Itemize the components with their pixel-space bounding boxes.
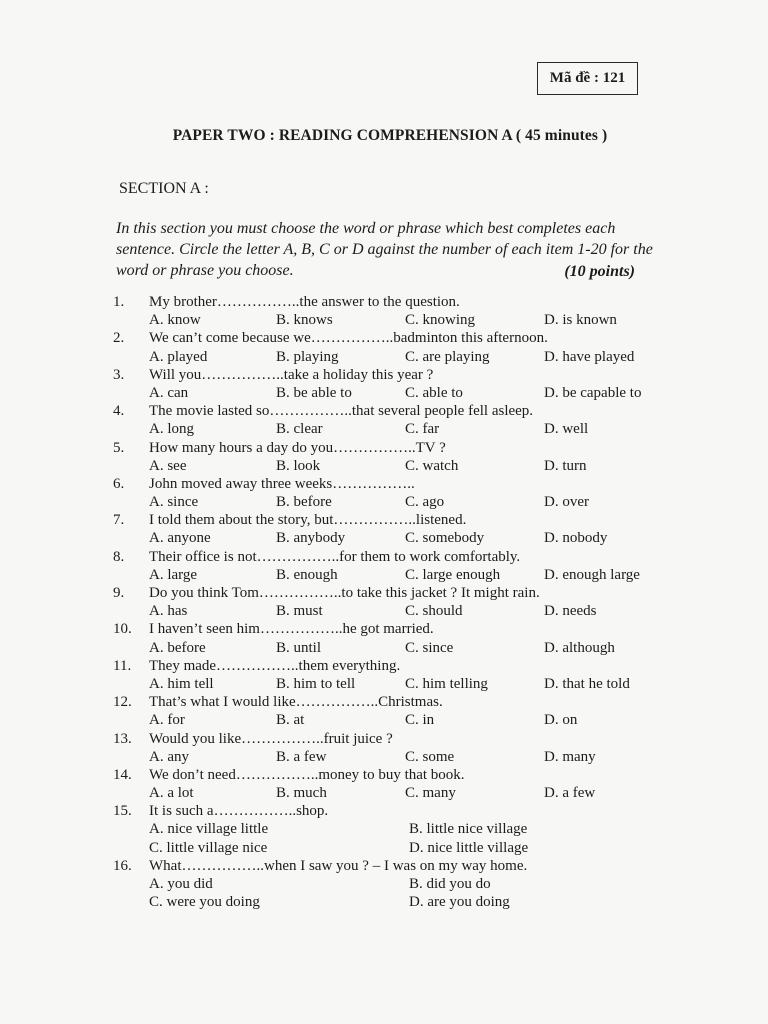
question-number: 3. [113,366,125,383]
question-stem: Will you……………..take a holiday this year ? [149,366,434,383]
options-row [113,493,673,511]
answer-option[interactable]: B. enough [276,566,338,583]
exam-code-box: Mã đề : 121 [537,62,638,95]
answer-option[interactable]: C. were you doing [149,894,260,911]
options-row [113,384,673,402]
answer-option[interactable]: C. knowing [405,312,476,329]
question-stem: It is such a……………..shop. [149,803,329,820]
answer-option[interactable]: A. see [149,457,187,474]
question-stem-row [113,693,673,711]
question-list [113,293,673,911]
question-stem: I told them about the story, but……………..listened. [149,512,467,529]
question-number: 7. [113,512,125,529]
answer-option[interactable]: D. enough large [544,566,640,583]
section-label: SECTION A : [119,180,209,197]
question-stem-row [113,657,673,675]
question-stem: How many hours a day do you……………..TV ? [149,439,446,456]
question-number: 5. [113,439,125,456]
answer-option[interactable]: D. is known [544,312,617,329]
question-number: 12. [113,694,132,711]
question-number: 15. [113,803,132,820]
question-number: 8. [113,548,125,565]
answer-option[interactable]: D. well [544,421,589,438]
question-stem-row [113,857,673,875]
question-stem: Do you think Tom……………..to take this jacket ? It might rain. [149,585,540,601]
options-row [113,311,673,329]
answer-option[interactable]: B. at [276,712,305,729]
question-stem-row [113,584,673,602]
answer-option[interactable]: B. look [276,457,321,474]
answer-option[interactable]: B. a few [276,748,327,765]
options-row [113,457,673,475]
answer-option[interactable]: D. on [544,712,578,729]
answer-option[interactable]: D. needs [544,603,597,620]
answer-option[interactable]: A. any [149,748,189,765]
question-stem: We can’t come because we……………..badminton this afternoon. [149,330,548,347]
question-stem: John moved away three weeks…………….. [149,475,415,492]
instructions-text: In this section you must choose the word or phrase which best completes each sentence. Circle the letter A, B, C or D against the number of each item 1-20 for the word or phrase you choose. [116,220,653,279]
answer-option[interactable]: A. nice village little [149,821,269,838]
answer-option[interactable]: C. watch [405,457,459,474]
answer-option[interactable]: D. be capable to [544,384,642,401]
question-number: 9. [113,585,125,601]
options-row [113,529,673,547]
answer-option[interactable]: D. nobody [544,530,608,547]
options-row [113,348,673,366]
answer-option[interactable]: A. can [149,384,189,401]
answer-option[interactable]: A. since [149,494,199,511]
question-stem: My brother……………..the answer to the question. [149,294,460,310]
answer-option[interactable]: C. in [405,712,435,729]
question-number: 16. [113,857,132,874]
answer-option[interactable]: C. able to [405,384,463,401]
question-stem: Would you like……………..fruit juice ? [149,730,393,747]
options-row [113,875,673,893]
answer-option[interactable]: B. until [276,639,322,656]
points-label: (10 points) [564,263,635,280]
answer-option[interactable]: B. be able to [276,384,352,401]
answer-option[interactable]: A. played [149,348,208,365]
question-stem-row [113,439,673,457]
question-stem: They made……………..them everything. [149,657,401,674]
question-number: 10. [113,621,132,638]
question-stem: That’s what I would like……………..Christmas. [149,694,443,711]
question-stem-row [113,511,673,529]
answer-option[interactable]: C. him telling [405,675,488,692]
answer-option[interactable]: D. have played [544,348,635,365]
answer-option[interactable]: B. before [276,494,332,511]
answer-option[interactable]: C. ago [405,494,445,511]
options-row [113,748,673,766]
question-stem-row [113,402,673,420]
answer-option[interactable]: A. long [149,421,194,438]
answer-option[interactable]: D. nice little village [409,839,529,856]
answer-option[interactable]: C. some [405,748,455,765]
answer-option[interactable]: D. a few [544,785,596,802]
options-row [113,420,673,438]
question-stem-row [113,293,673,311]
question-number: 13. [113,730,132,747]
question-stem-row [113,620,673,638]
answer-option[interactable]: C. many [405,785,456,802]
options-row [113,784,673,802]
answer-option[interactable]: C. large enough [405,566,501,583]
answer-option[interactable]: B. anybody [276,530,346,547]
answer-option[interactable]: D. over [544,494,589,511]
answer-option[interactable]: B. knows [276,312,333,329]
question-stem-row [113,329,673,347]
instructions [116,218,661,281]
answer-option[interactable]: A. know [149,312,201,329]
answer-option[interactable]: A. before [149,639,206,656]
options-row [113,893,673,911]
answer-option[interactable]: B. must [276,603,323,620]
question-stem: I haven’t seen him……………..he got married. [149,621,434,638]
options-row [113,839,673,857]
answer-option[interactable]: A. a lot [149,785,194,802]
answer-option[interactable]: A. you did [149,876,213,892]
answer-option[interactable]: C. are playing [405,348,490,365]
answer-option[interactable]: B. much [276,785,327,802]
answer-option[interactable]: B. clear [276,421,323,438]
options-row [113,711,673,729]
question-stem-row [113,475,673,493]
options-row [113,820,673,838]
answer-option[interactable]: C. far [405,421,440,438]
answer-option[interactable]: C. little village nice [149,839,268,856]
answer-option[interactable]: A. large [149,566,198,583]
answer-option[interactable]: C. somebody [405,530,485,547]
answer-option[interactable]: B. him to tell [276,675,356,692]
options-row [113,602,673,620]
question-number: 14. [113,766,132,783]
question-stem: The movie lasted so……………..that several people fell asleep. [149,403,534,420]
question-number: 1. [113,294,125,310]
question-stem-row [113,548,673,566]
question-stem-row [113,366,673,384]
question-stem-row [113,766,673,784]
answer-option[interactable]: B. playing [276,348,339,365]
answer-option[interactable]: D. are you doing [409,894,510,911]
question-number: 11. [113,657,132,674]
question-number: 2. [113,330,125,347]
answer-option[interactable]: C. should [405,603,463,620]
options-row [113,639,673,657]
question-number: 4. [113,403,125,420]
answer-option[interactable]: D. turn [544,457,587,474]
answer-option[interactable]: A. him tell [149,675,214,692]
page-title: PAPER TWO : READING COMPREHENSION A ( 45 minutes ) [172,127,608,144]
answer-option[interactable]: D. many [544,748,596,765]
answer-option[interactable]: D. that he told [544,675,630,692]
answer-option[interactable]: D. although [544,639,615,656]
question-stem: We don’t need……………..money to buy that book. [149,766,465,783]
question-stem: What……………..when I saw you ? – I was on my way home. [149,857,528,874]
answer-option[interactable]: A. for [149,712,185,729]
question-stem-row [113,802,673,820]
answer-option[interactable]: B. did you do [409,876,491,892]
options-row [113,566,673,584]
question-number: 6. [113,475,125,492]
question-stem-row [113,730,673,748]
answer-option[interactable]: C. since [405,639,454,656]
options-row [113,675,673,693]
answer-option[interactable]: A. anyone [149,530,211,547]
answer-option[interactable]: A. has [149,603,188,620]
answer-option[interactable]: B. little nice village [409,821,528,838]
question-stem: Their office is not……………..for them to work comfortably. [149,548,521,565]
